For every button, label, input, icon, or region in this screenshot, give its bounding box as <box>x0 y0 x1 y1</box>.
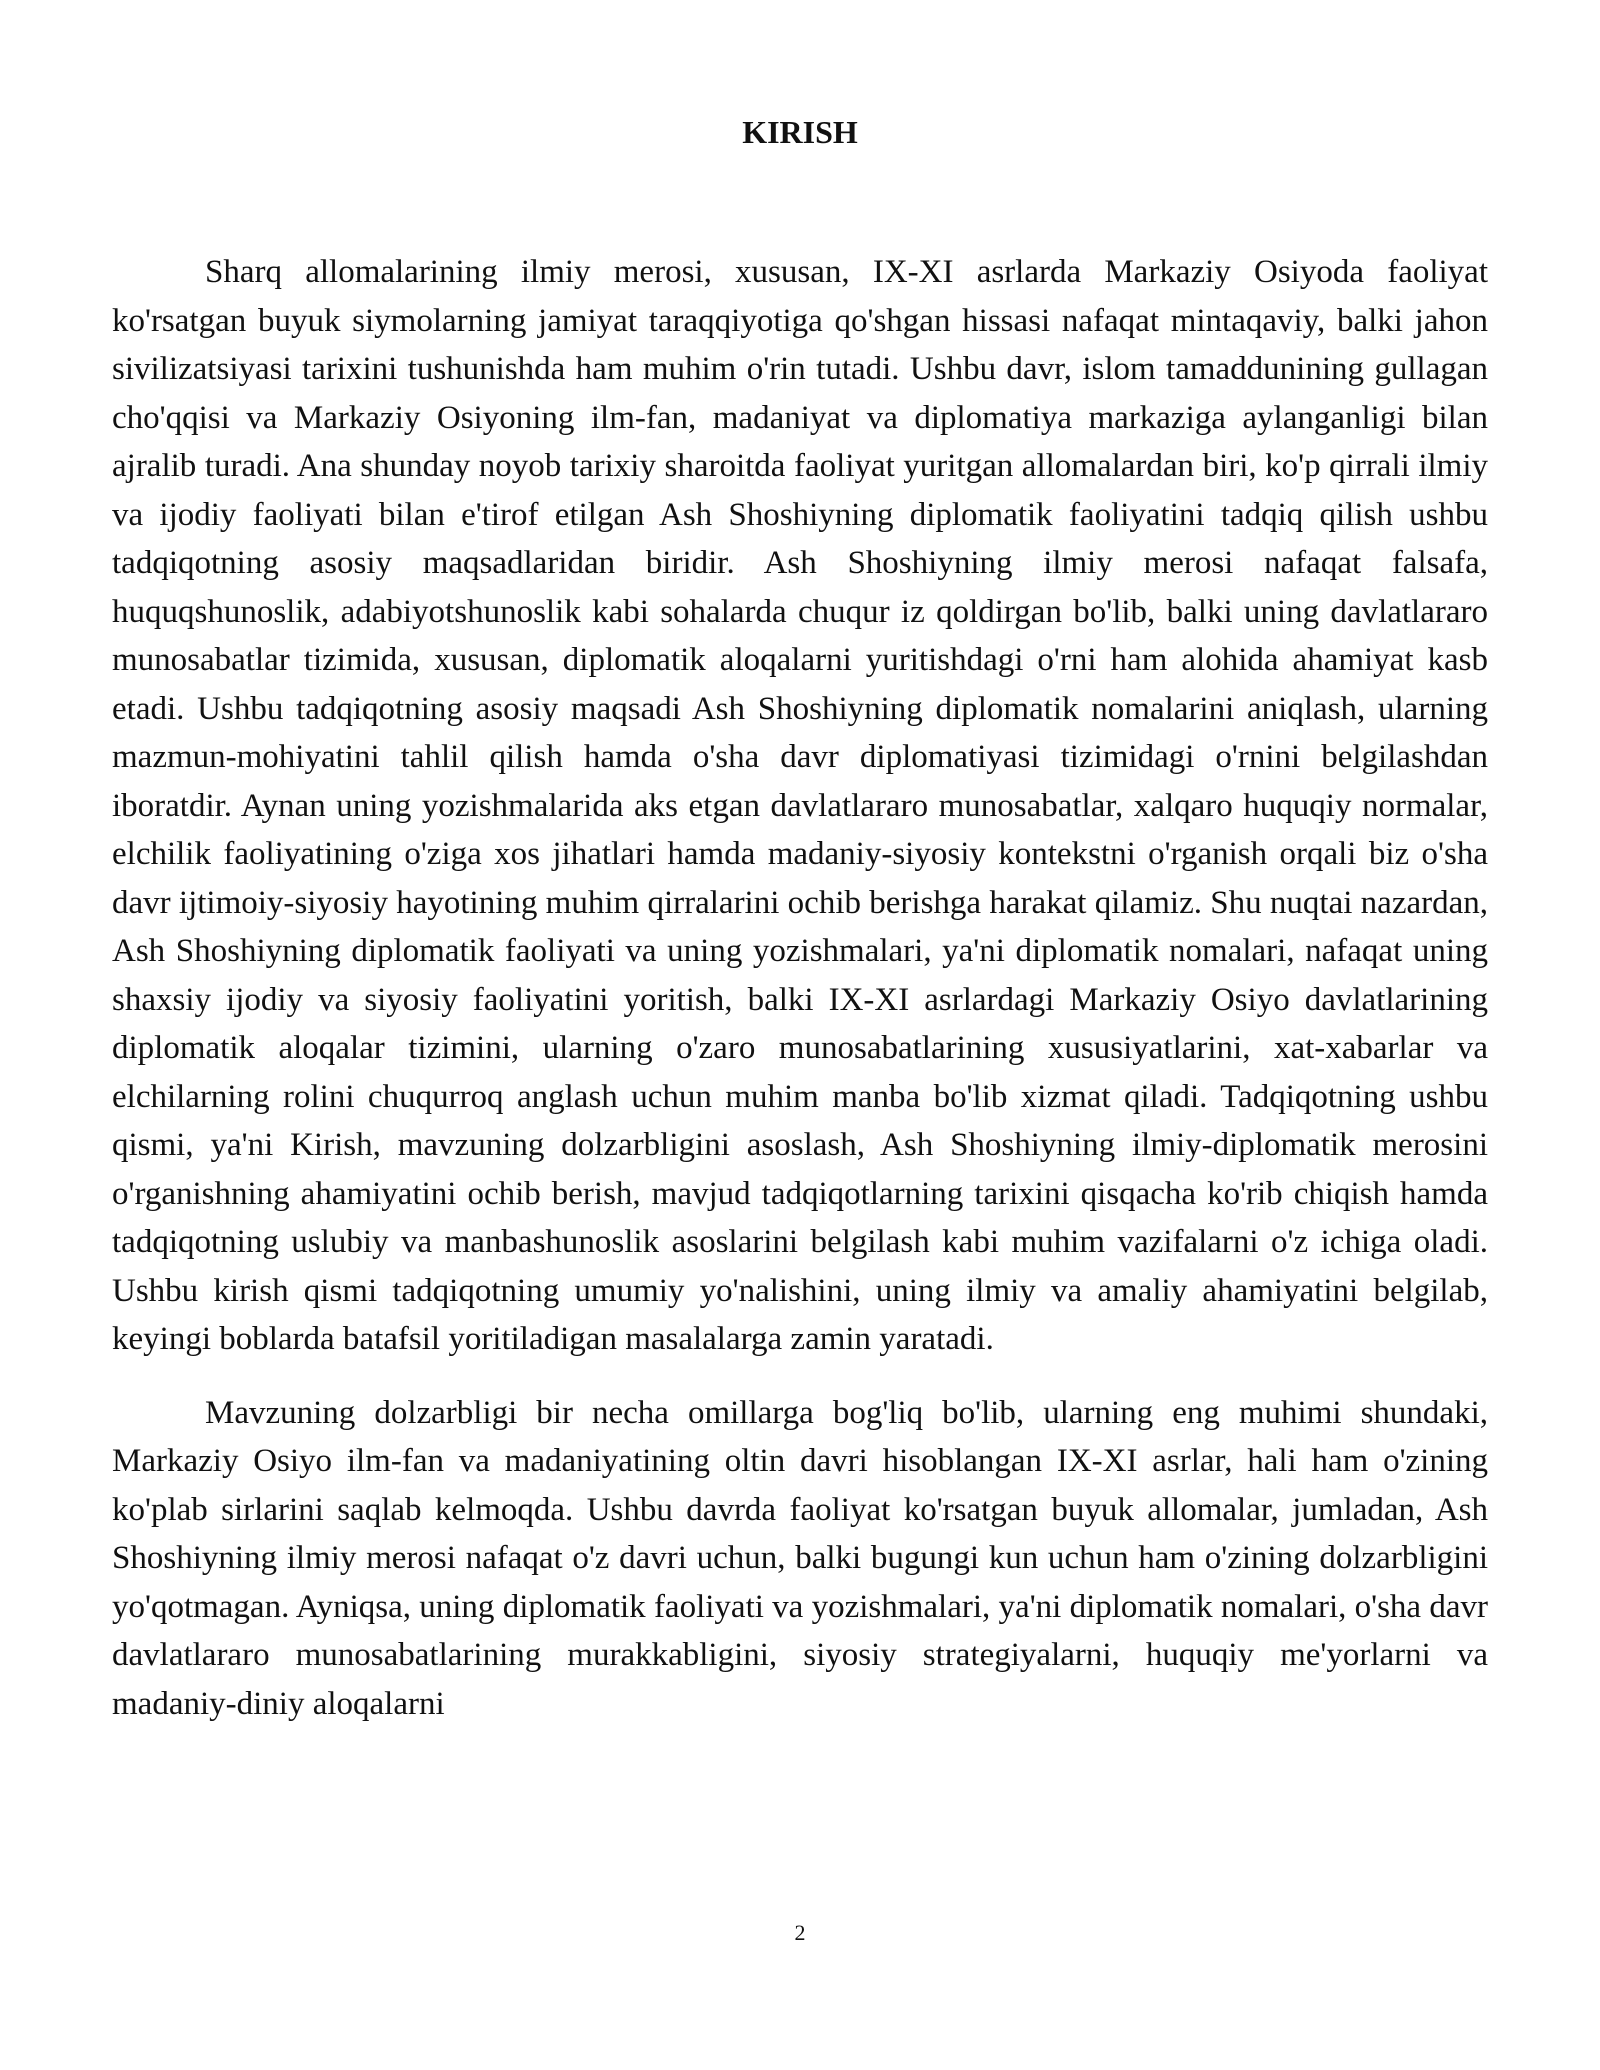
section-title: KIRISH <box>742 114 858 150</box>
paragraph-intro: Sharq allomalarining ilmiy merosi, xususan, IX-XI asrlarda Markaziy Osiyoda faoliyat ko'rsatgan buyuk siymolarning jamiyat taraqqiyotiga qo'shgan hissasi nafaqat mintaqaviy, balki jahon sivilizatsiyasi tarixini tushunishda ham muhim o'rin tutadi. Ushbu davr, islom tamaddunining gullagan cho'qqisi va Markaziy Osiyoning ilm-fan, madaniyat va diplomatiya markaziga aylanganligi bilan ajralib turadi. Ana shunday noyob tarixiy sharoitda faoliyat yuritgan allomalardan biri, ko'p qirrali ilmiy va ijodiy faoliyati bilan e'tirof etilgan Ash Shoshiyning diplomatik faoliyatini tadqiq qilish ushbu tadqiqotning asosiy maqsadlaridan biridir. Ash Shoshiyning ilmiy merosi nafaqat falsafa, huquqshunoslik, adabiyotshunoslik kabi sohalarda chuqur iz qoldirgan bo'lib, balki uning davlatlararo munosabatlar tizimida, xususan, diplomatik aloqalarni yuritishdagi o'rni ham alohida ahamiyat kasb etadi. Ushbu tadqiqotning asosiy maqsadi Ash Shoshiyning diplomatik nomalarini aniqlash, ularning mazmun-mohiyatini tahlil qilish hamda o'sha davr diplomatiyasi tizimidagi o'rnini belgilashdan iboratdir. Aynan uning yozishmalarida aks etgan davlatlararo munosabatlar, xalqaro huquqiy normalar, elchilik faoliyatining o'ziga xos jihatlari hamda madaniy-siyosiy kontekstni o'rganish orqali biz o'sha davr ijtimoiy-siyosiy hayotining muhim qirralarini ochib berishga harakat qilamiz. Shu nuqtai nazardan, Ash Shoshiyning diplomatik faoliyati va uning yozishmalari, ya'ni diplomatik nomalari, nafaqat uning shaxsiy ijodiy va siyosiy faoliyatini yoritish, balki IX-XI asrlardagi Markaziy Osiyo davlatlarining diplomatik aloqalar tizimini, ularning o'zaro munosabatlarining xususiyatlarini, xat-xabarlar va elchilarning rolini chuqurroq anglash uchun muhim manba bo'lib xizmat qiladi. Tadqiqotning ushbu qismi, ya'ni Kirish, mavzuning dolzarbligini asoslash, Ash Shoshiyning ilmiy-diplomatik merosini o'rganishning ahamiyatini ochib berish, mavjud tadqiqotlarning tarixini qisqacha ko'rib chiqish hamda tadqiqotning uslubiy va manbashunoslik asoslarini belgilash kabi muhim vazifalarni o'z ichiga oladi. Ushbu kirish qismi tadqiqotning umumiy yo'nalishini, uning ilmiy va amaliy ahamiyatini belgilab, keyingi boblarda batafsil yoritiladigan masalalarga zamin yaratadi. <box>112 254 1488 1357</box>
body-text <box>112 248 1488 1753</box>
paragraph-relevance: Mavzuning dolzarbligi bir necha omillarga bog'liq bo'lib, ularning eng muhimi shundaki, Markaziy Osiyo ilm-fan va madaniyatining oltin davri hisoblangan IX-XI asrlar, hali ham o'zining ko'plab sirlarini saqlab kelmoqda. Ushbu davrda faoliyat ko'rsatgan buyuk allomalar, jumladan, Ash Shoshiyning ilmiy merosi nafaqat o'z davri uchun, balki bugungi kun uchun ham o'zining dolzarbligini yo'qotmagan. Ayniqsa, uning diplomatik faoliyati va yozishmalari, ya'ni diplomatik nomalari, o'sha davr davlatlararo munosabatlarining murakkabligini, siyosiy strategiyalarni, huquqiy me'yorlarni va madaniy-diniy aloqalarni <box>112 1394 1488 1722</box>
page-number: 2 <box>794 1920 806 1945</box>
